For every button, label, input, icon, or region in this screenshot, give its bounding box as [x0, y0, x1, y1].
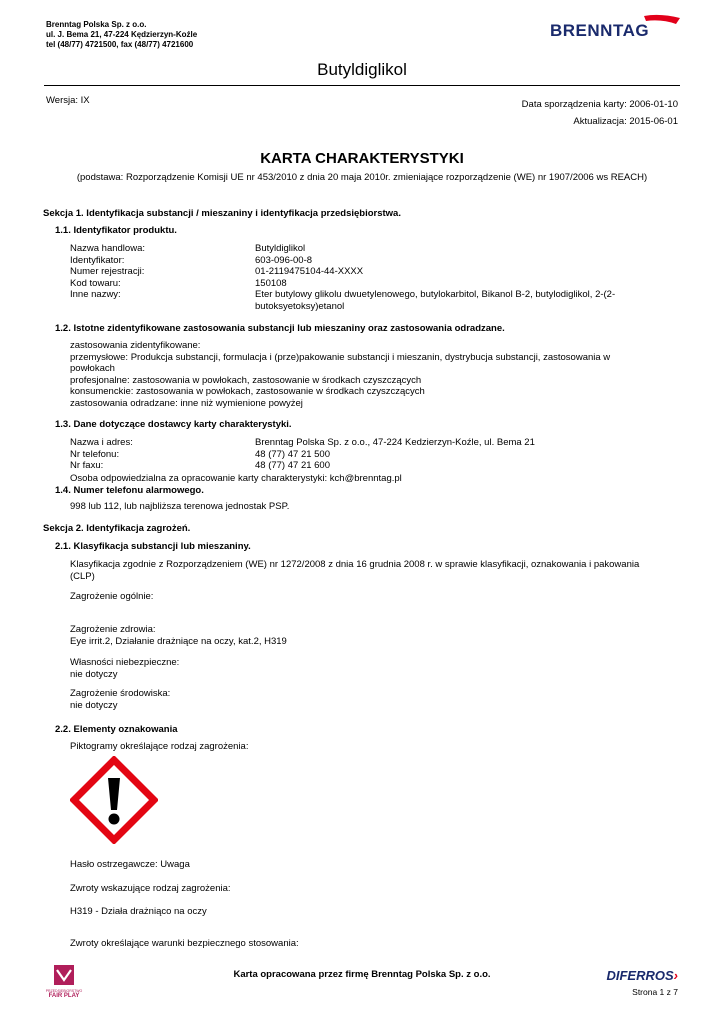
diferros-logo — [606, 968, 678, 983]
ghs07-exclamation-icon — [70, 756, 158, 844]
section-2-2-title: 2.2. Elementy oznakowania — [55, 724, 178, 735]
product-id-values — [255, 243, 615, 312]
version: Wersja: IX — [46, 95, 90, 106]
other-names-label: Inne nazwy: — [70, 289, 121, 300]
company-phone: tel (48/77) 4721500, fax (48/77) 4721600 — [46, 40, 194, 49]
uses-line: zastosowania zidentyfikowane: — [70, 340, 201, 351]
sheet-heading: KARTA CHARAKTERYSTYKI — [260, 150, 464, 167]
emergency-phone: 998 lub 112, lub najbliższa terenowa jednostak PSP. — [70, 501, 290, 512]
fax-value: 48 (77) 47 21 600 — [255, 460, 331, 471]
legal-basis: (podstawa: Rozporządzenie Komisji UE nr 453/2010 z dnia 20 maja 2010r. zmieniające rozporządzenie (WE) nr 1907/2006 ws REACH) — [76, 172, 648, 183]
physical-hazard-label: Własności niebezpieczne: — [70, 657, 180, 668]
physical-hazard-value: nie dotyczy — [70, 668, 118, 680]
env-hazard-value: nie dotyczy — [70, 699, 118, 711]
uses-line: profesjonalne: zastosowania w powłokach, zastosowanie w środkach czyszczących — [70, 374, 422, 386]
brenntag-logo — [548, 14, 680, 44]
other-names-value: Eter butylowy glikolu dwuetylenowego, butylokarbitol, Bikanol B-2, butylodiglikol, 2-(2- — [255, 289, 616, 300]
section-2-1-title: 2.1. Klasyfikacja substancji lub mieszaniny. — [55, 541, 251, 552]
health-hazard-label: Zagrożenie zdrowia: — [70, 624, 156, 635]
supplier-values — [255, 437, 535, 472]
company-street: ul. J. Bema 21, 47-224 Kędzierzyn-Koźle — [46, 30, 198, 39]
address-value: Brenntag Polska Sp. z o.o., 47-224 Kedzierzyn-Koźle, ul. Bema 21 — [255, 437, 535, 448]
footer-note: Karta opracowana przez firmę Brenntag Polska Sp. z o.o. — [233, 969, 491, 980]
phone-value: 48 (77) 47 21 500 — [255, 448, 331, 460]
product-id-labels — [70, 243, 145, 301]
supplier-labels — [70, 437, 133, 472]
section-1-title: Sekcja 1. Identyfikacja substancji / mieszaniny i identyfikacja przedsiębiorstwa. — [43, 208, 401, 219]
company-address — [46, 20, 197, 50]
identifier-value: 603-096-00-8 — [255, 254, 313, 266]
trade-name-value: Butyldiglikol — [255, 243, 306, 254]
section-2-title: Sekcja 2. Identyfikacja zagrożeń. — [43, 523, 191, 534]
brenntag-logo-icon — [548, 14, 680, 44]
company-name: Brenntag Polska Sp. z o.o. — [46, 20, 147, 29]
trade-name-label: Nazwa handlowa: — [70, 243, 145, 254]
phone-label: Nr telefonu: — [70, 448, 120, 460]
uses-list — [70, 340, 610, 409]
diferros-chevron-icon: › — [673, 968, 678, 983]
uses-line: konsumenckie: zastosowania w powłokach, zastosowanie w środkach czyszczących — [70, 386, 425, 397]
other-names-value-cont: butoksyetoksy)etanol — [255, 300, 345, 312]
identifier-label: Identyfikator: — [70, 254, 125, 266]
title-divider — [44, 85, 680, 86]
product-code-label: Kod towaru: — [70, 277, 121, 289]
address-label: Nazwa i adres: — [70, 437, 133, 448]
diferros-text: DIFERROS — [606, 968, 674, 983]
health-hazard — [70, 624, 287, 647]
env-hazard-label: Zagrożenie środowiska: — [70, 688, 171, 699]
section-1-3-title: 1.3. Dane dotyczące dostawcy karty charakterystyki. — [55, 419, 292, 430]
section-1-1-title: 1.1. Identyfikator produktu. — [55, 225, 177, 236]
section-1-4-title: 1.4. Numer telefonu alarmowego. — [55, 485, 204, 496]
clp-line: Klasyfikacja zgodnie z Rozporządzeniem (WE) nr 1272/2008 z dnia 16 grudnia 2008 r. w sprawie klasyfikacji, oznakowania i pakowania — [70, 559, 640, 570]
hazard-statements-label: Zwroty wskazujące rodzaj zagrożenia: — [70, 883, 231, 894]
uses-line: zastosowania odradzane: inne niż wymienione powyżej — [70, 397, 303, 409]
responsible-person: Osoba odpowiedzialna za opracowanie karty charakterystyki: kch@brenntag.pl — [70, 473, 402, 484]
registration-label: Numer rejestracji: — [70, 266, 145, 277]
health-hazard-value: Eye irrit.2, Działanie drażniące na oczy, kat.2, H319 — [70, 635, 287, 647]
section-1-2-title: 1.2. Istotne zidentyfikowane zastosowania substancji lub mieszaniny oraz zastosowania odradzane. — [55, 323, 505, 334]
document-title: Butyldiglikol — [317, 60, 407, 79]
precautionary-label: Zwroty określające warunki bezpiecznego stosowania: — [70, 938, 299, 949]
general-hazard-label: Zagrożenie ogólnie: — [70, 591, 154, 602]
h319-statement: H319 - Działa drażniąco na oczy — [70, 906, 207, 917]
clp-classification — [70, 559, 639, 582]
uses-line: powłokach — [70, 363, 115, 374]
uses-line: przemysłowe: Produkcja substancji, formulacja i (prze)pakowanie substancji i mieszanin, dystrybucja substancji, zastosowania w — [70, 351, 611, 363]
fax-label: Nr faxu: — [70, 460, 104, 471]
pictograms-label: Piktogramy określające rodzaj zagrożenia: — [70, 741, 249, 752]
date-created: Data sporządzenia karty: 2006-01-10 — [521, 99, 678, 110]
page-number: Strona 1 z 7 — [632, 987, 678, 997]
logo-text: BRENNTAG — [550, 21, 650, 40]
env-hazard — [70, 688, 170, 711]
date-updated: Aktualizacja: 2015-06-01 — [573, 116, 678, 127]
fair-play-text: FAIR PLAY — [48, 993, 80, 999]
clp-line: (CLP) — [70, 570, 95, 582]
physical-hazard — [70, 657, 179, 680]
product-code-value: 150108 — [255, 277, 287, 289]
registration-value: 01-2119475104-44-XXXX — [255, 266, 364, 277]
fair-play-small: PRZEDSIĘBIORSTWO — [45, 989, 83, 993]
signal-word: Hasło ostrzegawcze: Uwaga — [70, 859, 190, 870]
